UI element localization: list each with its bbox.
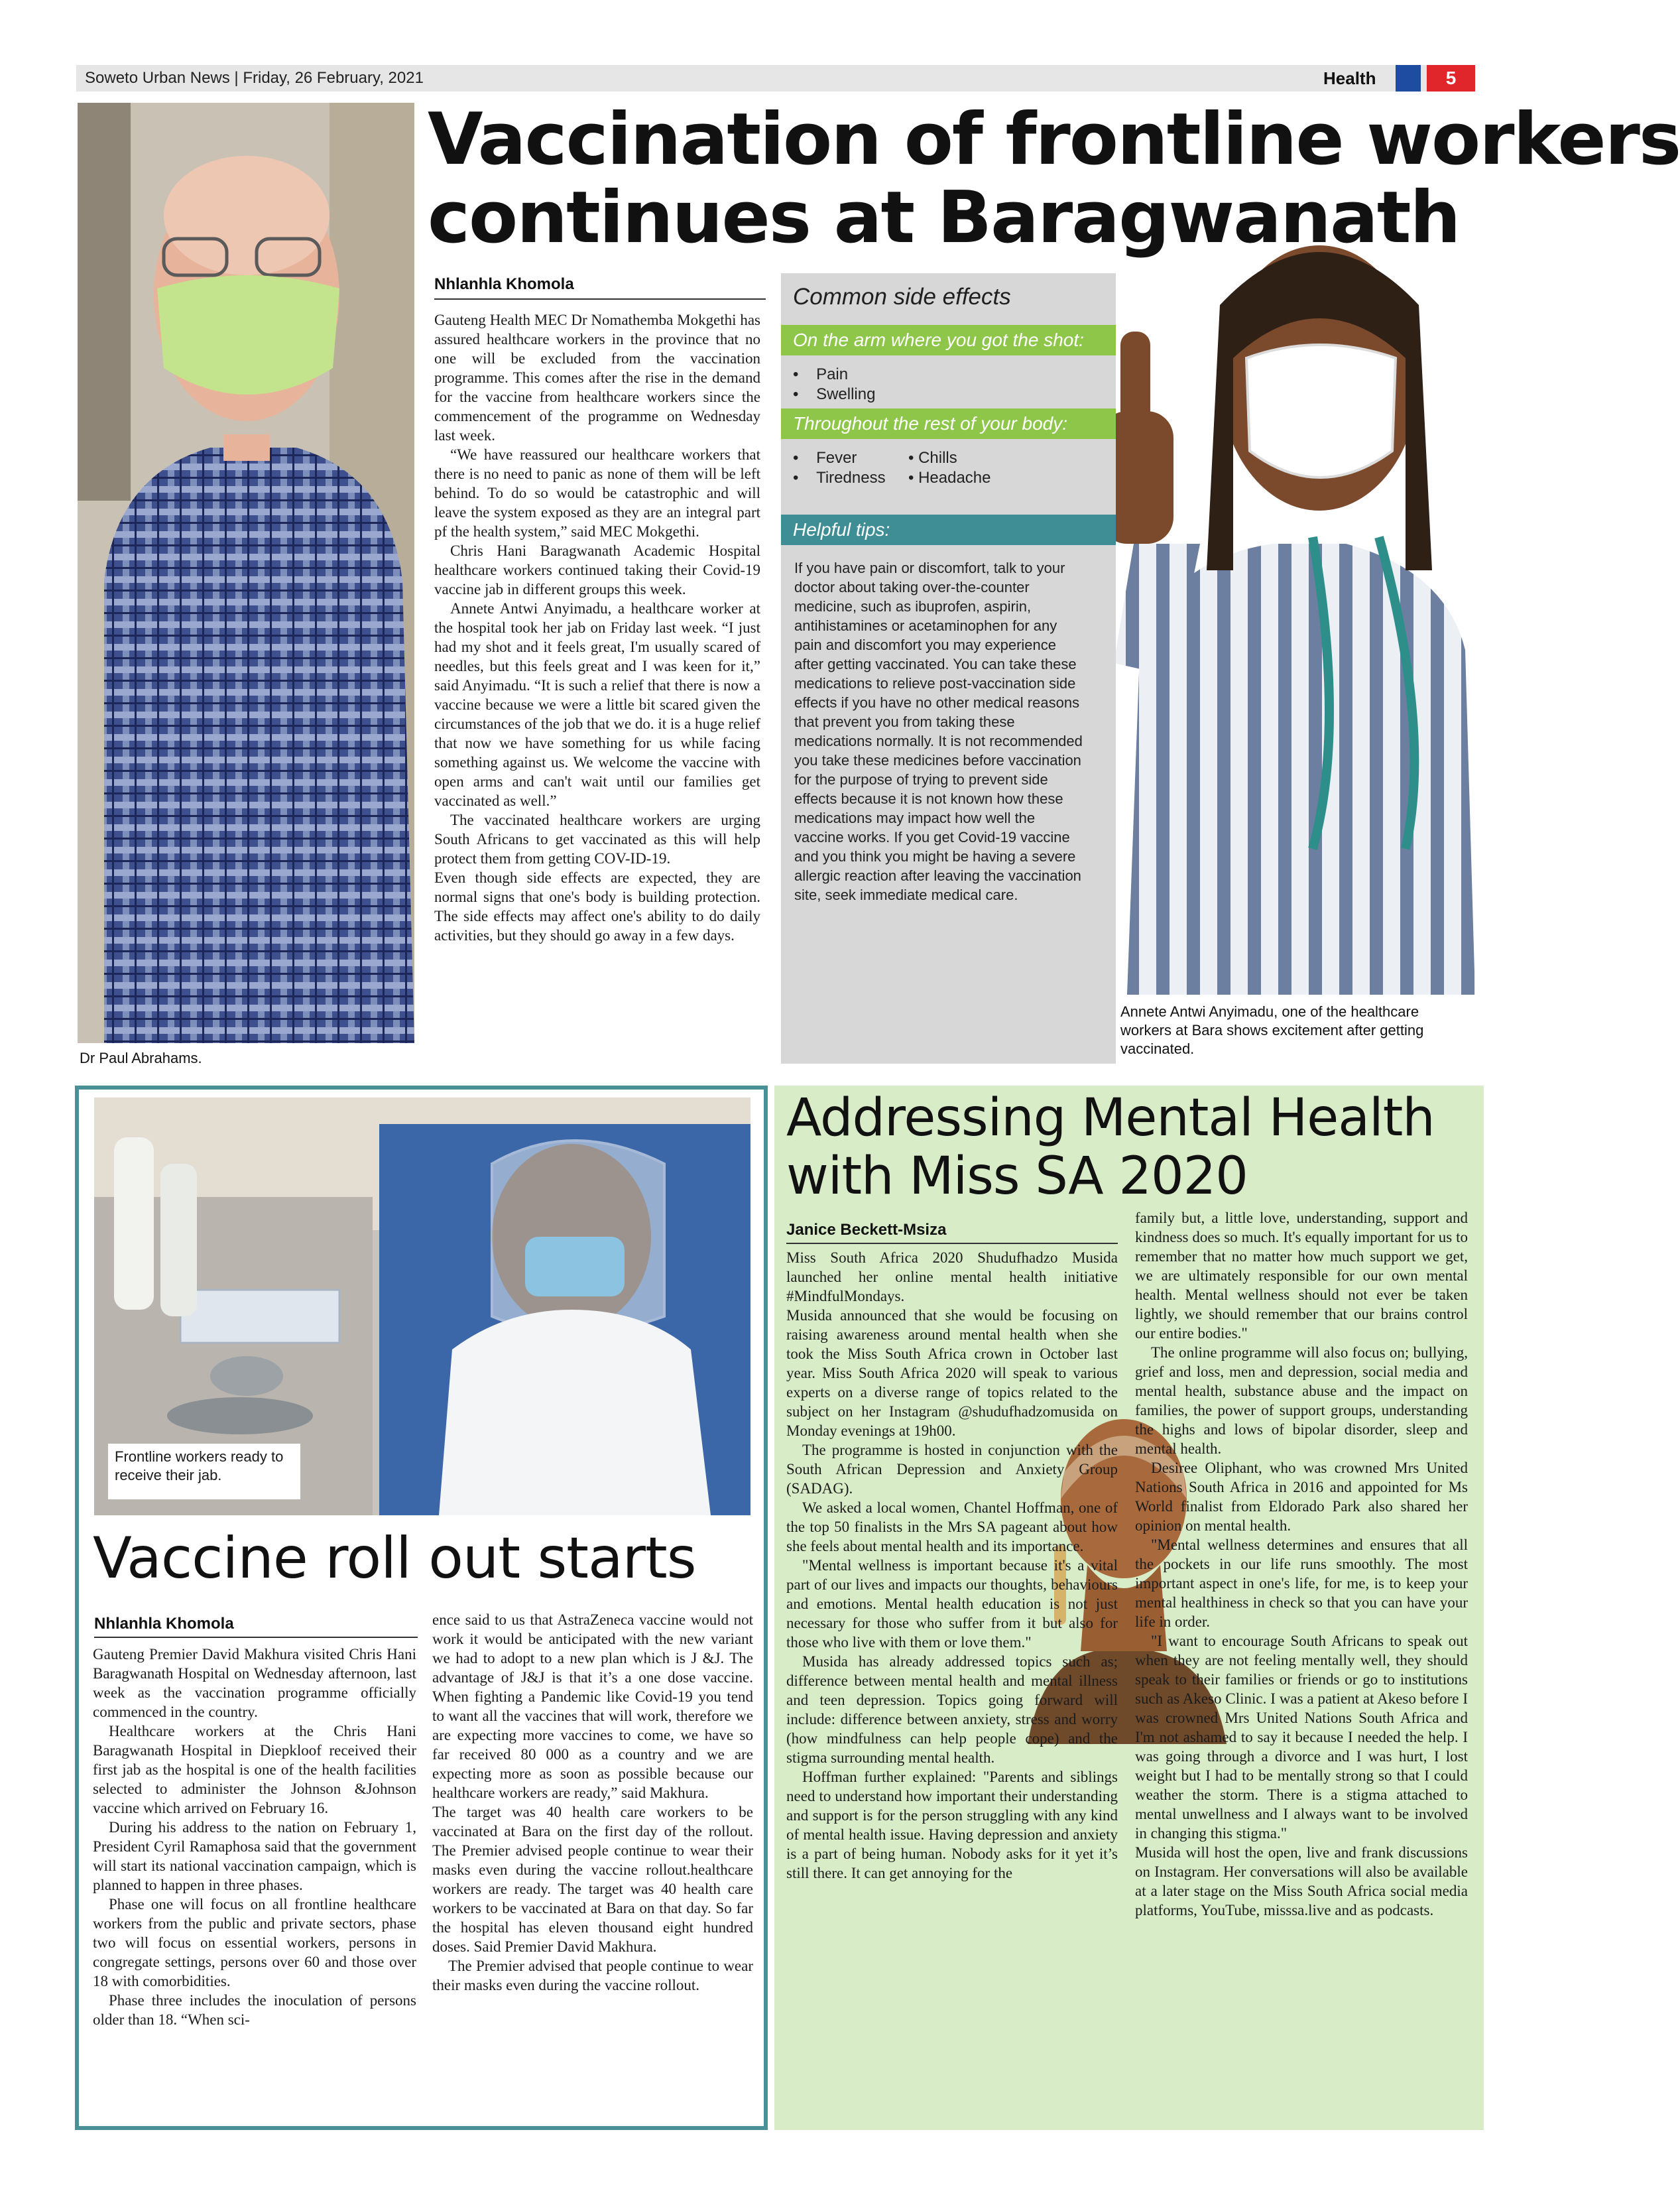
caption-annete-antwi-anyimadu: Annete Antwi Anyimadu, one of the healthcare workers at Bara shows excitement after getting vaccinated. (1120, 1003, 1424, 1057)
mental-health-paragraph: Miss South Africa 2020 Shudufhadzo Musida launched her online mental health initiative #MindfulMondays. (786, 1249, 1118, 1304)
list-item: • Swelling (793, 385, 876, 403)
rollout-paragraph: Healthcare workers at the Chris Hani Baragwanath Hospital in Diepkloof received their first jab as the hospital is one of the health facilities selected to administer the Johnson &Johnson vaccine which arrived on February 16. (93, 1723, 416, 1816)
main-paragraph: Gauteng Health MEC Dr Nomathemba Mokgethi has assured healthcare workers in the province that no one will be excluded from the vaccination programme. This comes after the rise in the demand for the vaccine from healthcare workers since the commencement of the programme on Wednesday last week. (434, 312, 760, 444)
mental-health-paragraph: Desiree Oliphant, who was crowned Mrs United Nations South Africa in 2016 and appointed for Ms World finalist from Eldorado Park also shared her opinion on mental health. (1135, 1460, 1468, 1534)
list-item: • Chills (908, 449, 957, 467)
side-effects-title: Common side effects (793, 284, 1011, 310)
rollout-paragraph: The target was 40 health care workers to be vaccinated at Bara on the first day of the rollout. The Premier advised people continue to wear their masks even during the vaccine rollout.healthcare workers are ready. The target was 40 health care workers to be vaccinated at Bara on that day. So far the hospital has eleven thousand eight hundred doses. Said Premier David Makhura. (432, 1804, 753, 1955)
main-paragraph: “We have reassured our healthcare workers that there is no need to panic as none of them will be left behind. To do so would be catastrophic and will leave the system exposed as they are an integral part pf the health system,” said MEC Mokgethi. (434, 446, 760, 540)
main-byline: Nhlanhla Khomola (434, 273, 766, 300)
main-paragraph: Annete Antwi Anyimadu, a healthcare worker at the hospital took her jab on Friday last week. “I just had my shot and it feels great, I'm usually scared of needles, but this feels great and I was keen for it,” said Anyimadu. “It is such a relief that there is now a vaccine because we were a little bit scared given the circumstances of the job that we do. it is a huge relief that now we have something for us while facing something against us. We welcome the vaccine with open arms and can't wait until our families get vaccinated as well.” (434, 600, 760, 809)
main-paragraph: Chris Hani Baragwanath Academic Hospital healthcare workers continued taking their Covid-19 vaccine jab in different groups this week. (434, 542, 760, 597)
rollout-paragraph: The Premier advised that people continue to wear their masks even during the vaccine rollout. (432, 1958, 753, 1993)
list-item: • Headache (908, 469, 991, 487)
mental-health-column-1 (786, 1248, 1118, 2110)
rollout-paragraph: Gauteng Premier David Makhura visited Chris Hani Baragwanath Hospital on Wednesday afternoon, last week as the vaccination programme officially commenced in the country. (93, 1646, 416, 1720)
caption-dr-paul-abrahams: Dr Paul Abrahams. (80, 1050, 202, 1066)
mental-health-column-2 (1135, 1208, 1468, 2117)
list-item: • Fever (793, 449, 857, 467)
mental-health-paragraph: "Mental wellness is important because it's a vital part of our lives and impacts our thoughts, behaviours and emotions. Mental health education is not just necessary for those who suffer from it but also for those who live with them or love them." (786, 1557, 1118, 1651)
mental-health-paragraph: family but, a little love, understanding, support and kindness does so much. It's equally important for us to remember that no matter how much support we get, we are ultimately responsible for our own mental health. Mental wellness should not ever be taken lightly, we should remember that our brains control our entire bodies." (1135, 1210, 1468, 1342)
mental-health-paragraph: "I want to encourage South Africans to speak out when they are not feeling mentally well, they should speak to their families or friends or go to institutions such as Akeso Clinic. I was a patient at Akeso before I was crowned Mrs United Nations South Africa and I'm not ashamed to say it because I needed the help. I was going through a divorce and I was hurt, I lost weight but I had to be mentally strong so that I could weather the storm. There is a stigma attached to mental unwellness and I always want to be involved in changing this stigma." (1135, 1633, 1468, 1842)
mental-health-paragraph: Musida will host the open, live and frank discussions on Instagram. Her conversations will also be available at a later stage on the Miss South Africa social media platforms, YouTube, misssa.live and as podcasts. (1135, 1844, 1468, 1918)
header-blue-block (1396, 65, 1421, 92)
main-paragraph: Even though side effects are expected, they are normal signs that one's body is building protection. The side effects may affect one's ability to do daily activities, but they should go away in a few days. (434, 869, 760, 944)
body-heading: Throughout the rest of your body: (781, 408, 1116, 439)
helpful-tips-heading: Helpful tips: (781, 515, 1116, 545)
body-side-effects-list-1 (793, 448, 912, 488)
mental-health-paragraph: The programme is hosted in conjunction with the South African Depression and Anxiety Group (SADAG). (786, 1442, 1118, 1497)
section-label: Health (1323, 68, 1376, 88)
arm-side-effects-list (793, 365, 1105, 405)
body-side-effects-list-2 (908, 448, 1041, 488)
rollout-paragraph: During his address to the nation on February 1, President Cyril Ramaphosa said that the government will start its national vaccination campaign, which is planned to happen in three phases. (93, 1819, 416, 1893)
rollout-paragraph: ence said to us that AstraZeneca vaccine would not work it would be anticipated with the new variant we had to adopt to a new plan which is J &J. The advantage of J&J is that it’s a one dose vaccine. When fighting a Pandemic like Covid-19 you tend to want all the vaccines that will work, therefore we are expecting more vaccines to come, we have so far received 80 000 as a country and we are expecting more as soon as possible because our healthcare workers are ready,” said Makhura. (432, 1611, 753, 1801)
main-headline-line-1: Vaccination of frontline workers (428, 98, 1680, 181)
mental-health-paragraph: Musida has already addressed topics such as; difference between mental health and mental illness and teen depression. Topics going forward will include: difference between anxiety, stress and worry (how mindfulness can help people cope) and the stigma surrounding mental health. (786, 1653, 1118, 1766)
helpful-tips-text: If you have pain or discomfort, talk to your doctor about taking over-the-counter medicine, such as ibuprofen, aspirin, antihistamines or acetaminophen for any pain and discomfort you may experience after getting vaccinated. You can take these medications to relieve post-vaccination side effects if you have no other medical reasons that prevent you from taking these medications normally. It is not recommended you take these medicines before vaccination for the purpose of trying to prevent side effects because it is not known how these medications may impact how well the vaccine works. If you get Covid-19 vaccine and you think you might be having a severe allergic reaction after leaving the vaccination site, seek immediate medical care. (794, 560, 1083, 903)
mental-health-byline: Janice Beckett-Msiza (786, 1219, 1118, 1244)
rollout-column-2 (432, 1610, 753, 2115)
main-headline-line-2: continues at Baragwanath (428, 176, 1460, 259)
list-item: • Tiredness (793, 469, 886, 487)
rollout-paragraph: Phase one will focus on all frontline healthcare workers from the public and private sectors, phase two will focus on essential workers, persons in congregate settings, persons over 60 and those over 18 with comorbidities. (93, 1896, 416, 1989)
rollout-byline: Nhlanhla Khomola (94, 1613, 418, 1638)
mental-health-paragraph: "Mental wellness determines and ensures that all the pockets in our life runs smoothly. The most important aspect in one's life, for me, is to keep your mental healthiness in check so that you can have your life in order. (1135, 1536, 1468, 1630)
main-story-body (434, 310, 760, 1066)
mental-health-paragraph: The online programme will also focus on; bullying, grief and loss, men and depression, social media and mental health, substance abuse and the impact on families, the power of support groups, understanding the highs and lows of bipolar disorder, sleep and mental health. (1135, 1344, 1468, 1457)
publication-dateline: Soweto Urban News | Friday, 26 February, 2021 (85, 69, 424, 87)
rollout-headline: Vaccine roll out starts (93, 1525, 696, 1592)
mental-health-headline-line-2: with Miss SA 2020 (786, 1147, 1248, 1206)
mental-health-headline-line-1: Addressing Mental Health (786, 1088, 1435, 1148)
mental-health-paragraph: We asked a local women, Chantel Hoffman, one of the top 50 finalists in the Mrs SA pageant about how she feels about mental health and its importance. (786, 1499, 1118, 1554)
main-paragraph: The vaccinated healthcare workers are urging South Africans to get vaccinated as this will help protect them from getting COV-ID-19. (434, 812, 760, 867)
caption-frontline-workers: Frontline workers ready to receive their jab. (108, 1444, 300, 1499)
mental-health-paragraph: Musida announced that she would be focusing on raising awareness around mental health when she took the Miss South Africa crown in October last year. Miss South Africa 2020 will speak to various experts on a diverse range of topics related to the subject on her Instagram @shudufhadzomusida on Monday evenings at 19h00. (786, 1307, 1118, 1439)
page-number: 5 (1427, 65, 1475, 92)
rollout-paragraph: Phase three includes the inoculation of persons older than 18. “When sci- (93, 1992, 416, 2028)
list-item: • Pain (793, 365, 849, 383)
photo-dr-paul-abrahams (78, 103, 414, 1043)
arm-heading: On the arm where you got the shot: (781, 325, 1116, 355)
mental-health-paragraph: Hoffman further explained: "Parents and siblings need to understand how important their understanding and support is for the person struggling with any kind of mental health issue. Having depression and anxiety is a part of being human. Nobody asks for it yet it’s still there. It can get annoying for the (786, 1769, 1118, 1881)
rollout-column-1 (93, 1645, 416, 2115)
